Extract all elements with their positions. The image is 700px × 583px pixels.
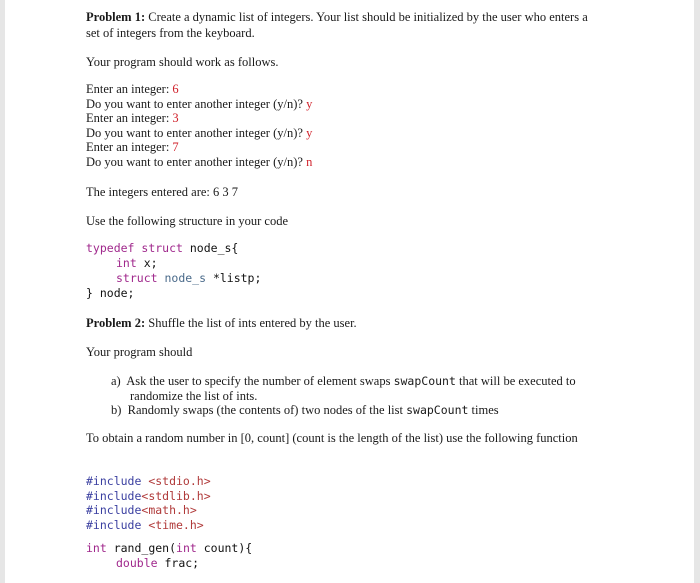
dialog-line	[86, 82, 179, 96]
result-text: The integers entered are: 6 3 7	[86, 185, 239, 199]
code-text: count){	[196, 541, 253, 555]
step-text: that will be executed to	[455, 374, 576, 388]
code-line	[86, 271, 261, 285]
include-line	[86, 518, 204, 532]
user-input: y	[306, 96, 313, 111]
problem1-line2: set of integers from the keyboard.	[86, 26, 255, 40]
header-name: <math.h>	[141, 503, 197, 517]
code-text: frac;	[157, 556, 200, 570]
prompt: Enter an integer:	[86, 111, 173, 125]
include-line	[86, 489, 211, 503]
problem2-label: Problem 2:	[86, 316, 146, 330]
code-text: node_s{	[182, 241, 239, 255]
step-a	[111, 374, 576, 388]
step-b	[111, 403, 499, 417]
keyword: double	[116, 556, 158, 570]
use-structure-text: Use the following structure in your code	[86, 214, 289, 228]
keyword: struct	[141, 241, 183, 255]
type-name: node_s	[157, 271, 207, 285]
user-input: 7	[172, 140, 179, 154]
directive: #include	[86, 517, 149, 532]
dialog-line	[86, 155, 312, 169]
problem1-text: Create a dynamic list of integers. Your list should be initialized by the user who enters a	[145, 10, 588, 24]
prompt: Enter an integer:	[86, 82, 173, 96]
program-should-text: Your program should	[86, 345, 193, 359]
problem2-line	[86, 316, 357, 330]
code-line	[86, 256, 158, 270]
keyword: struct	[116, 271, 158, 285]
include-line	[86, 503, 197, 517]
user-input: y	[306, 125, 313, 140]
dialog-line	[86, 111, 179, 125]
inline-code: swapCount	[406, 403, 469, 417]
step-text: Randomly swaps (the contents of) two nodes of the list	[127, 403, 407, 417]
header-name: <time.h>	[148, 517, 204, 532]
prompt: Enter an integer:	[86, 140, 173, 154]
directive: #include	[86, 474, 149, 488]
keyword: int	[116, 256, 137, 270]
step-text: Ask the user to specify the number of element swaps	[126, 374, 394, 388]
inline-code: swapCount	[393, 374, 456, 388]
code-text: x;	[136, 256, 158, 270]
code-line: } node;	[86, 286, 135, 300]
user-input: 6	[172, 82, 179, 96]
list-marker: b)	[111, 403, 122, 417]
step-text: times	[468, 403, 499, 417]
user-input: 3	[172, 111, 179, 125]
prompt: Do you want to enter another integer (y/n)?	[86, 154, 307, 169]
user-input: n	[306, 154, 313, 169]
code-line	[86, 541, 252, 555]
step-a-continued: randomize the list of ints.	[130, 388, 258, 403]
problem1-label: Problem 1:	[86, 10, 146, 24]
problem2-text: Shuffle the list of ints entered by the user.	[145, 316, 357, 330]
code-text: *listp;	[206, 271, 262, 285]
dialog-line	[86, 140, 179, 154]
directive: #include	[86, 488, 142, 503]
keyword: typedef	[86, 241, 135, 255]
code-line	[86, 241, 238, 255]
list-marker: a)	[111, 374, 121, 388]
keyword: int	[86, 541, 107, 555]
header-name: <stdio.h>	[148, 474, 211, 488]
document-page	[5, 0, 694, 583]
random-text: To obtain a random number in [0, count] (count is the length of the list) use the following function	[86, 431, 578, 445]
header-name: <stdlib.h>	[141, 488, 211, 503]
intro-text: Your program should work as follows.	[86, 55, 279, 69]
dialog-line	[86, 97, 312, 111]
prompt: Do you want to enter another integer (y/n)?	[86, 125, 307, 140]
prompt: Do you want to enter another integer (y/n)?	[86, 96, 307, 111]
directive: #include	[86, 503, 142, 517]
code-text: rand_gen(	[106, 541, 177, 555]
problem1-line1	[86, 10, 588, 24]
keyword: int	[176, 541, 197, 555]
code-line	[86, 556, 199, 570]
dialog-line	[86, 126, 312, 140]
include-line	[86, 474, 211, 488]
